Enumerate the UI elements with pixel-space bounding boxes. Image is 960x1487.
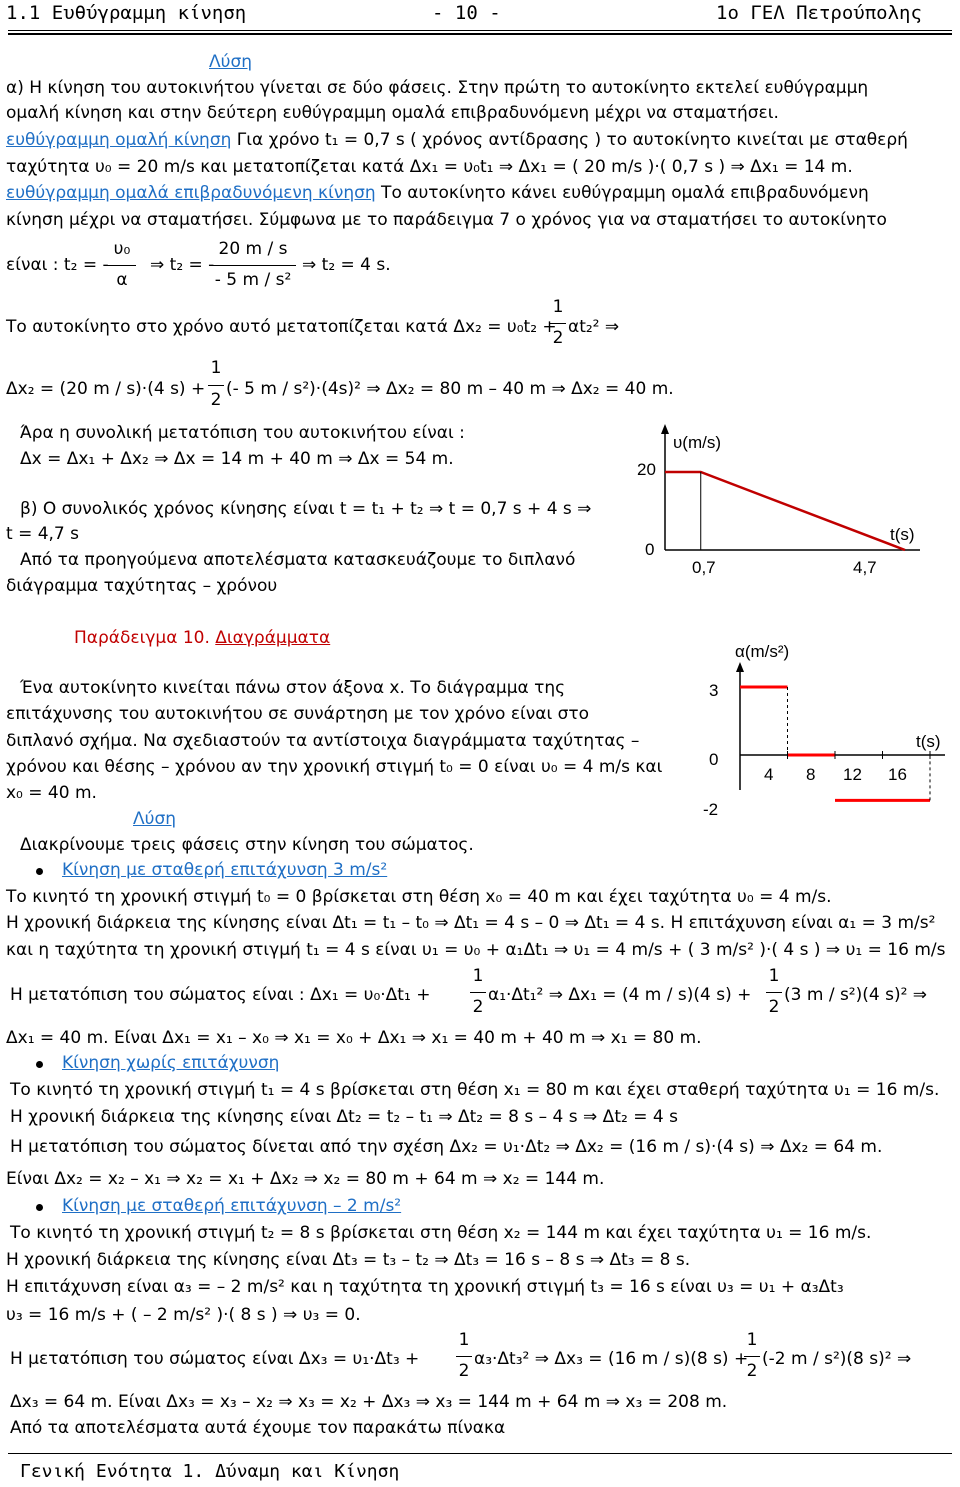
text-line: Το κινητό τη χρονική στιγμή t₁ = 4 s βρίσκεται στη θέση x₁ = 80 m και έχει σταθερή ταχύτητα υ₁ = 16 m/s. bbox=[10, 1080, 940, 1100]
text-line: t = 4,7 s bbox=[6, 524, 80, 544]
fraction-bar bbox=[550, 323, 566, 324]
phase-label: ευθύγραμμη ομαλή κίνηση bbox=[6, 130, 232, 150]
text-line: Η χρονική διάρκεια της κίνησης είναι Δt₁ = t₁ – t₀ ⇒ Δt₁ = 4 s – 0 ⇒ Δt₁ = 4 s. Η επιτάχυνση είναι α₁ = 3 m/s² bbox=[6, 913, 936, 933]
x-tick-label: 16 bbox=[888, 765, 907, 784]
text-line: Είναι Δx₂ = x₂ – x₁ ⇒ x₂ = x₁ + Δx₂ ⇒ x₂ = 80 m + 64 m ⇒ x₂ = 144 m. bbox=[6, 1169, 605, 1189]
fraction-numerator: 1 bbox=[472, 966, 484, 986]
equation-part: α₁·Δt₁² ⇒ Δx₁ = (4 m / s)(4 s) + bbox=[488, 985, 752, 1005]
text-line: κίνηση μέχρι να σταματήσει. Σύμφωνα με το παράδειγμα 7 ο χρόνος για να σταματήσει το αυτοκίνητο bbox=[6, 210, 887, 230]
equation-part: αt₂² ⇒ bbox=[568, 317, 620, 337]
y-tick-label: -2 bbox=[703, 800, 719, 819]
text-line: Δx₁ = 40 m. Είναι Δx₁ = x₁ – x₀ ⇒ x₁ = x₀ + Δx₁ ⇒ x₁ = 40 m + 40 m ⇒ x₁ = 80 m. bbox=[6, 1028, 702, 1048]
header-rule-thin bbox=[8, 30, 952, 31]
text-line: και η ταχύτητα τη χρονική στιγμή t₁ = 4 s είναι υ₁ = υ₀ + α₁Δt₁ ⇒ υ₁ = 4 m/s + ( 3 m/s² )·( 4 s ) ⇒ υ₁ = 16 m/s bbox=[6, 940, 946, 960]
phase-heading: Κίνηση με σταθερή επιτάχυνση – 2 m/s² bbox=[62, 1196, 402, 1216]
text-line: ταχύτητα υ₀ = 20 m/s και μετατοπίζεται κατά Δx₁ = υ₀t₁ ⇒ Δx₁ = ( 20 m/s )·( 0,7 s ) ⇒ Δx₁ = 14 m. bbox=[6, 157, 853, 177]
bullet-icon bbox=[36, 1061, 43, 1068]
equation-part: Δx₂ = (20 m / s)·(4 s) + bbox=[6, 379, 206, 399]
equation-part: α₃·Δt₃² ⇒ Δx₃ = (16 m / s)(8 s) + bbox=[474, 1349, 749, 1369]
text-line bbox=[6, 130, 908, 150]
y-axis-arrow bbox=[736, 662, 744, 672]
solution-heading: Λύση bbox=[133, 809, 177, 829]
y-tick-label: 20 bbox=[637, 460, 656, 479]
fraction-denominator: 2 bbox=[472, 997, 484, 1017]
fraction-denominator: 2 bbox=[210, 390, 222, 410]
footer-text: Γενική Ενότητα 1. Δύναμη και Κίνηση bbox=[20, 1461, 400, 1482]
fraction-bar bbox=[106, 265, 136, 266]
fraction-numerator: 20 m / s bbox=[218, 239, 288, 259]
text-line: Από τα προηγούμενα αποτελέσματα κατασκευάζουμε το διπλανό bbox=[20, 550, 576, 570]
header-section: 1.1 Ευθύγραμμη κίνηση bbox=[6, 2, 247, 24]
fraction-bar bbox=[210, 265, 296, 266]
x-tick-label: 4 bbox=[764, 765, 774, 784]
phase-heading: Κίνηση με σταθερή επιτάχυνση 3 m/s² bbox=[62, 860, 388, 880]
header-page-number: - 10 - bbox=[432, 2, 501, 24]
fraction-numerator: υ₀ bbox=[113, 239, 131, 259]
text-line: Άρα η συνολική μετατόπιση του αυτοκινήτου είναι : bbox=[20, 423, 465, 443]
solution-heading: Λύση bbox=[209, 52, 253, 72]
y-tick-label: 3 bbox=[709, 681, 719, 700]
y-axis-label: α(m/s²) bbox=[735, 642, 790, 661]
text-line: χρόνου και θέσης – χρόνου αν την χρονική στιγμή t₀ = 0 είναι υ₀ = 4 m/s και bbox=[6, 757, 663, 777]
text-line: Δx₃ = 64 m. Είναι Δx₃ = x₃ – x₂ ⇒ x₃ = x₂ + Δx₃ ⇒ x₃ = 144 m + 64 m ⇒ x₃ = 208 m. bbox=[10, 1392, 728, 1412]
text-line: διάγραμμα ταχύτητας – χρόνου bbox=[6, 576, 278, 596]
fraction-denominator: 2 bbox=[552, 328, 564, 348]
acceleration-time-chart bbox=[700, 660, 950, 830]
footer-rule bbox=[8, 1453, 952, 1454]
fraction-numerator: 1 bbox=[768, 966, 780, 986]
text-line: Ένα αυτοκίνητο κινείται πάνω στον άξονα x. Το διάγραμμα της bbox=[20, 678, 566, 698]
text-line: x₀ = 40 m. bbox=[6, 783, 97, 803]
equation-part: ⇒ t₂ = 4 s. bbox=[302, 255, 391, 275]
x-tick-label: 4,7 bbox=[853, 558, 877, 577]
text-line: ομαλή κίνηση και στην δεύτερη ευθύγραμμη ομαλά επιβραδυνόμενη μέχρι να σταματήσει. bbox=[6, 103, 779, 123]
text-line: Η μετατόπιση του σώματος δίνεται από την σχέση Δx₂ = υ₁·Δt₂ ⇒ Δx₂ = (16 m / s)·(4 s) ⇒ Δx₂ = 64 m. bbox=[10, 1137, 883, 1157]
example-number: Παράδειγμα 10. bbox=[74, 628, 210, 648]
text-span: Για χρόνο t₁ = 0,7 s ( χρόνος αντίδρασης ) το αυτοκίνητο κινείται με σταθερή bbox=[231, 130, 908, 150]
equation-part: Η μετατόπιση του σώματος είναι : Δx₁ = υ₀·Δt₁ + bbox=[10, 985, 431, 1005]
fraction-bar bbox=[470, 992, 486, 993]
equation-part: Η μετατόπιση του σώματος είναι Δx₃ = υ₁·Δt₃ + bbox=[10, 1349, 420, 1369]
text-line: α) Η κίνηση του αυτοκινήτου γίνεται σε δύο φάσεις. Στην πρώτη το αυτοκίνητο εκτελεί ευθύγραμμη bbox=[6, 78, 869, 98]
fraction-numerator: 1 bbox=[210, 358, 222, 378]
equation-part: Το αυτοκίνητο στο χρόνο αυτό μετατοπίζεται κατά Δx₂ = υ₀t₂ + bbox=[6, 317, 557, 337]
fraction-bar bbox=[456, 1356, 472, 1357]
fraction-bar bbox=[766, 992, 782, 993]
text-span: Το αυτοκίνητο κάνει ευθύγραμμη ομαλά επιβραδυνόμενη bbox=[375, 183, 869, 203]
text-line: Η επιτάχυνση είναι α₃ = – 2 m/s² και η ταχύτητα τη χρονική στιγμή t₃ = 16 s είναι υ₃ = υ₁ + α₃Δt₃ bbox=[6, 1277, 844, 1297]
y-axis-label: υ(m/s) bbox=[673, 433, 722, 452]
fraction-numerator: 1 bbox=[746, 1330, 758, 1350]
fraction-bar bbox=[744, 1356, 760, 1357]
equation-part: ⇒ t₂ = - bbox=[150, 255, 215, 275]
phase-heading: Κίνηση χωρίς επιτάχυνση bbox=[62, 1053, 280, 1073]
equation-part: (-2 m / s²)(8 s)² ⇒ bbox=[762, 1349, 912, 1369]
fraction-denominator: α bbox=[116, 270, 128, 290]
phase-label: ευθύγραμμη ομαλά επιβραδυνόμενη κίνηση bbox=[6, 183, 376, 203]
text-line: Διακρίνουμε τρεις φάσεις στην κίνηση του σώματος. bbox=[20, 835, 474, 855]
text-line bbox=[6, 183, 869, 203]
text-line: Η χρονική διάρκεια της κίνησης είναι Δt₃ = t₃ – t₂ ⇒ Δt₃ = 16 s – 8 s ⇒ Δt₃ = 8 s. bbox=[6, 1250, 691, 1270]
x-axis-label: t(s) bbox=[890, 525, 915, 544]
text-line: Το κινητό τη χρονική στιγμή t₀ = 0 βρίσκεται στη θέση x₀ = 40 m και έχει ταχύτητα υ₀ = 4 m/s. bbox=[6, 887, 832, 907]
y-tick-label: 0 bbox=[645, 540, 655, 559]
equation-part: (- 5 m / s²)·(4s)² ⇒ Δx₂ = 80 m – 40 m ⇒ Δx₂ = 40 m. bbox=[226, 379, 674, 399]
equation-part: (3 m / s²)(4 s)² ⇒ bbox=[784, 985, 928, 1005]
fraction-denominator: 2 bbox=[458, 1361, 470, 1381]
header-rule-thick bbox=[8, 33, 952, 35]
example-topic: Διαγράμματα bbox=[215, 628, 331, 648]
text-line: διπλανό σχήμα. Να σχεδιαστούν τα αντίστοιχα διαγράμματα ταχύτητας – bbox=[6, 731, 640, 751]
equation-part: είναι : t₂ = - bbox=[6, 255, 109, 275]
text-line: Δx = Δx₁ + Δx₂ ⇒ Δx = 14 m + 40 m ⇒ Δx = 54 m. bbox=[20, 449, 454, 469]
x-tick-label: 0,7 bbox=[692, 558, 716, 577]
bullet-icon bbox=[36, 868, 43, 875]
text-line: Το κινητό τη χρονική στιγμή t₂ = 8 s βρίσκεται στη θέση x₂ = 144 m και έχει ταχύτητα υ₁ = 16 m/s. bbox=[10, 1223, 872, 1243]
fraction-numerator: 1 bbox=[552, 297, 564, 317]
text-line: επιτάχυνσης του αυτοκινήτου σε συνάρτηση με τον χρόνο είναι στο bbox=[6, 704, 590, 724]
fraction-numerator: 1 bbox=[458, 1330, 470, 1350]
header-school: 1ο ΓΕΛ Πετρούπολης bbox=[716, 2, 922, 24]
text-line: β) Ο συνολικός χρόνος κίνησης είναι t = t₁ + t₂ ⇒ t = 0,7 s + 4 s ⇒ bbox=[20, 499, 592, 519]
text-line: υ₃ = 16 m/s + ( – 2 m/s² )·( 8 s ) ⇒ υ₃ = 0. bbox=[6, 1305, 361, 1325]
x-tick-label: 8 bbox=[806, 765, 816, 784]
fraction-denominator: 2 bbox=[768, 997, 780, 1017]
x-axis-label: t(s) bbox=[916, 732, 941, 751]
fraction-bar bbox=[208, 385, 224, 386]
bullet-icon bbox=[36, 1204, 43, 1211]
x-tick-label: 12 bbox=[843, 765, 862, 784]
fraction-denominator: 2 bbox=[746, 1361, 758, 1381]
text-line: Η χρονική διάρκεια της κίνησης είναι Δt₂ = t₂ – t₁ ⇒ Δt₂ = 8 s – 4 s ⇒ Δt₂ = 4 s bbox=[10, 1107, 678, 1127]
text-line: Από τα αποτελέσματα αυτά έχουμε τον παρακάτω πίνακα bbox=[10, 1418, 506, 1438]
example-title bbox=[74, 628, 330, 648]
fraction-denominator: - 5 m / s² bbox=[214, 270, 292, 290]
y-axis-arrow bbox=[661, 424, 669, 434]
y-tick-label: 0 bbox=[709, 750, 719, 769]
